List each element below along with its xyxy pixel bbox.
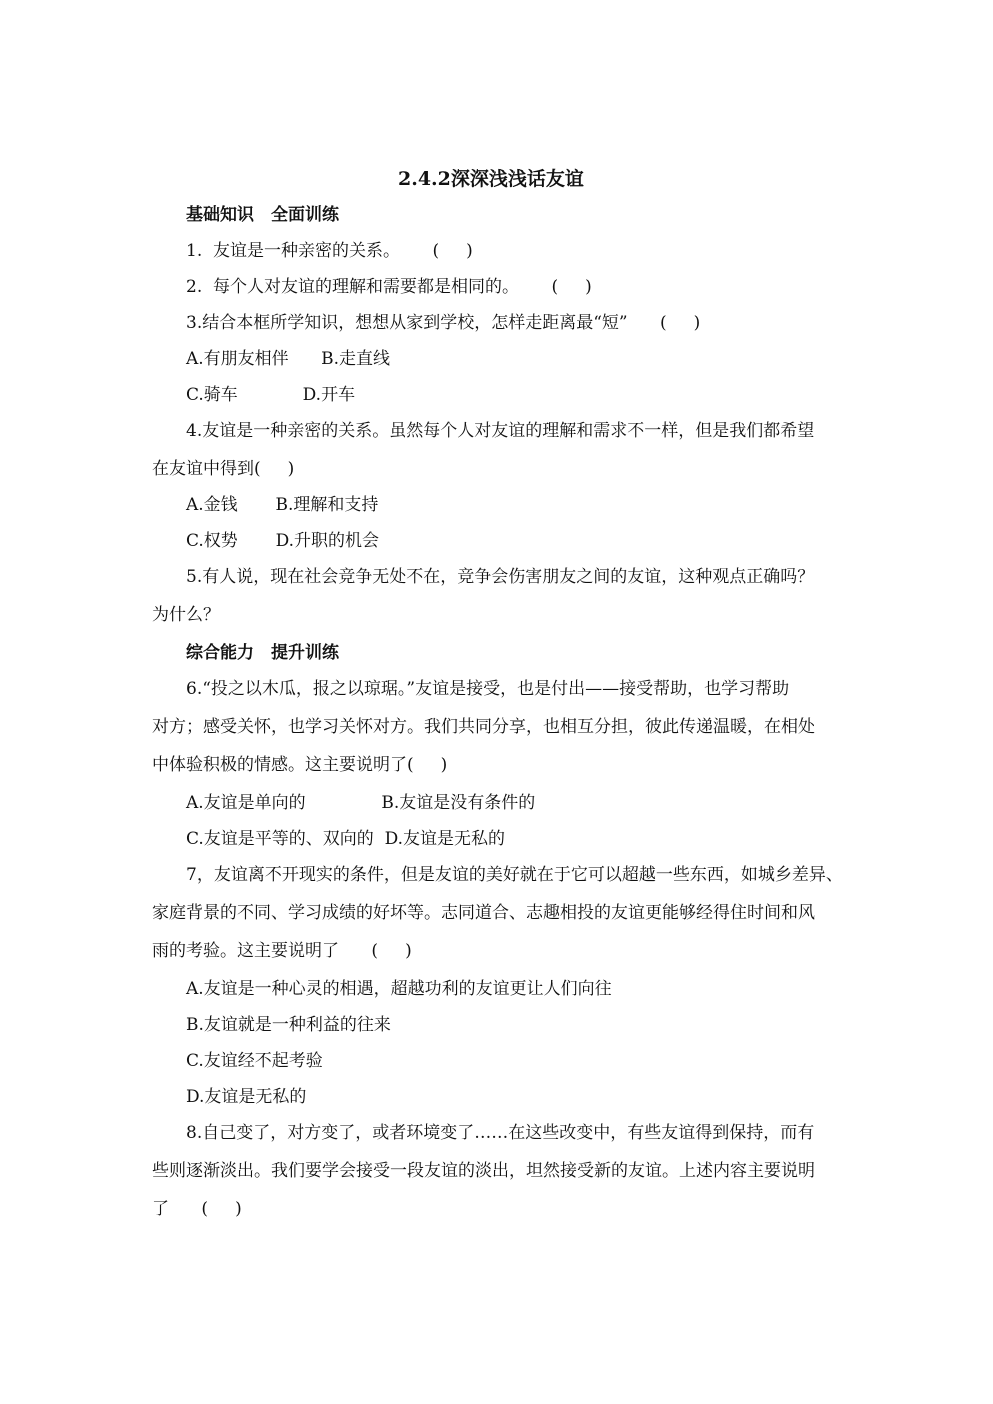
question-6-options-cd: C.友谊是平等的、双向的 D.友谊是无私的 — [186, 829, 506, 849]
question-7-option-d: D.友谊是无私的 — [186, 1087, 307, 1107]
question-1: 1. 友谊是一种亲密的关系。 ( ) — [186, 241, 473, 261]
question-4-line-1: 4.友谊是一种亲密的关系。虽然每个人对友谊的理解和需求不一样，但是我们都希望 — [186, 421, 815, 441]
question-3: 3.结合本框所学知识，想想从家到学校，怎样走距离最“短” ( ) — [186, 313, 701, 333]
question-7-line-2: 家庭背景的不同、学习成绩的好坏等。志同道合、志趣相投的友谊更能够经得住时间和风 — [152, 903, 815, 923]
question-7-option-b: B.友谊就是一种利益的往来 — [186, 1015, 391, 1035]
question-7-option-c: C.友谊经不起考验 — [186, 1051, 323, 1071]
question-7-line-3: 雨的考验。这主要说明了 ( ) — [152, 941, 412, 961]
question-5-line-2: 为什么？ — [152, 605, 220, 625]
question-2: 2. 每个人对友谊的理解和需要都是相同的。 ( ) — [186, 277, 592, 297]
page-title: 2.4.2深深浅浅话友谊 — [398, 168, 584, 190]
question-4-options-cd: C.权势 D.升职的机会 — [186, 531, 380, 551]
question-3-options-cd: C.骑车 D.开车 — [186, 385, 356, 405]
question-8-line-1: 8.自己变了，对方变了，或者环境变了……在这些改变中，有些友谊得到保持，而有 — [186, 1123, 815, 1143]
section-heading-basic: 基础知识 全面训练 — [186, 205, 339, 225]
question-4-line-2: 在友谊中得到( ) — [152, 459, 295, 479]
question-6-line-3: 中体验积极的情感。这主要说明了( ) — [152, 755, 448, 775]
question-6-line-1: 6.“投之以木瓜，报之以琼琚。”友谊是接受，也是付出——接受帮助，也学习帮助 — [186, 679, 790, 699]
question-8-line-3: 了 ( ) — [152, 1199, 242, 1219]
question-4-options-ab: A.金钱 B.理解和支持 — [186, 495, 379, 515]
question-6-options-ab: A.友谊是单向的 B.友谊是没有条件的 — [186, 793, 536, 813]
section-heading-advanced: 综合能力 提升训练 — [186, 643, 339, 663]
question-3-options-ab: A.有朋友相伴 B.走直线 — [186, 349, 390, 369]
question-7-option-a: A.友谊是一种心灵的相遇，超越功利的友谊更让人们向往 — [186, 979, 612, 999]
question-8-line-2: 些则逐渐淡出。我们要学会接受一段友谊的淡出，坦然接受新的友谊。上述内容主要说明 — [152, 1161, 815, 1181]
question-5-line-1: 5.有人说，现在社会竞争无处不在，竞争会伤害朋友之间的友谊，这种观点正确吗？ — [186, 567, 815, 587]
question-6-line-2: 对方；感受关怀，也学习关怀对方。我们共同分享，也相互分担，彼此传递温暖，在相处 — [152, 717, 815, 737]
question-7-line-1: 7，友谊离不开现实的条件，但是友谊的美好就在于它可以超越一些东西，如城乡差异、 — [186, 865, 843, 885]
